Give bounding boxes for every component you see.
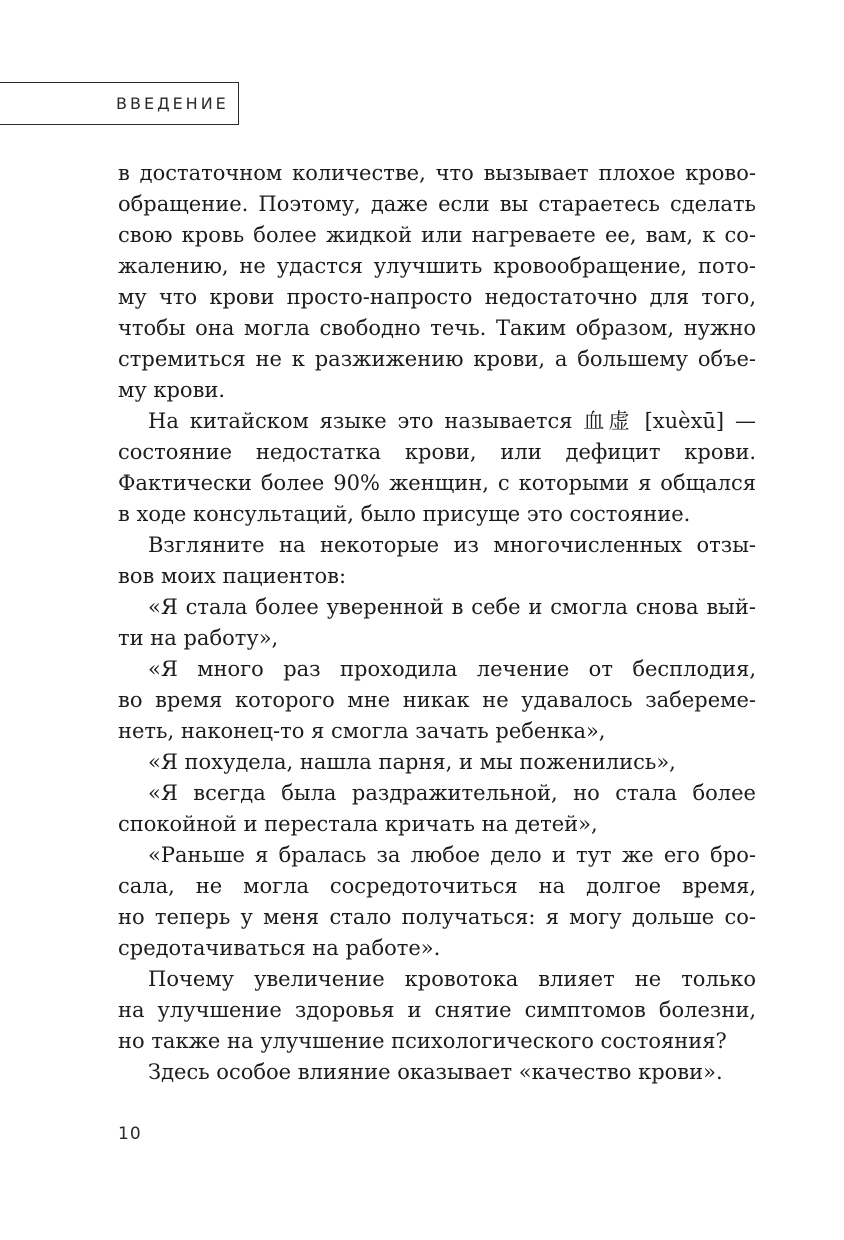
text-line: на улучшение здоровья и снятие симптомов болезни,	[118, 998, 756, 1022]
text-line: му крови.	[118, 378, 226, 402]
text-line: в ходе консультаций, было присуще это состояние.	[118, 502, 691, 526]
text-line: Взгляните на некоторые из многочисленных отзы-	[148, 533, 756, 557]
text-line: состояние недостатка крови, или дефицит крови.	[118, 440, 756, 464]
text-line: сала, не могла сосредоточиться на долгое время,	[118, 874, 756, 898]
text-line: «Я стала более уверенной в себе и смогла снова вый-	[148, 595, 756, 619]
text-line: свою кровь более жидкой или нагреваете ее, вам, к со-	[118, 223, 756, 247]
section-label	[0, 82, 239, 125]
text-line: му что крови просто-напросто недостаточно для того,	[118, 285, 756, 309]
text-line: «Я много раз проходила лечение от бесплодия,	[148, 657, 756, 681]
page-number: 10	[118, 1124, 142, 1144]
text-line: Здесь особое влияние оказывает «качество крови».	[148, 1060, 723, 1084]
text-line: но теперь у меня стало получаться: я могу дольше со-	[118, 905, 756, 929]
text-line: обращение. Поэтому, даже если вы стараетесь сделать	[118, 192, 756, 216]
text-line: Почему увеличение кровотока влияет не только	[148, 967, 756, 991]
text-line: во время которого мне никак не удавалось забереме-	[118, 688, 756, 712]
text-line: но также на улучшение психологического состояния?	[118, 1029, 727, 1053]
body-text	[118, 158, 756, 1088]
text-line: жалению, не удастся улучшить кровообращение, пото-	[118, 254, 756, 278]
text-line: На китайском языке это называется 血虚 [xuèxū] —	[148, 409, 756, 433]
text-line: вов моих пациентов:	[118, 564, 347, 588]
text-line: «Раньше я бралась за любое дело и тут же его бро-	[148, 843, 756, 867]
text-line: «Я всегда была раздражительной, но стала более	[148, 781, 756, 805]
section-label-text: ВВЕДЕНИЕ	[116, 94, 229, 113]
text-line: в достаточном количестве, что вызывает плохое крово-	[118, 161, 756, 185]
text-line: чтобы она могла свободно течь. Таким образом, нужно	[118, 316, 756, 340]
text-line: ти на работу»,	[118, 626, 279, 650]
text-line: стремиться не к разжижению крови, а большему объе-	[118, 347, 756, 371]
text-line: средотачиваться на работе».	[118, 936, 441, 960]
text-line: Фактически более 90% женщин, с которыми я общался	[118, 471, 756, 495]
text-line: неть, наконец-то я смогла зачать ребенка»,	[118, 719, 606, 743]
text-line: «Я похудела, нашла парня, и мы поженились»,	[148, 750, 676, 774]
text-line: спокойной и перестала кричать на детей»,	[118, 812, 598, 836]
